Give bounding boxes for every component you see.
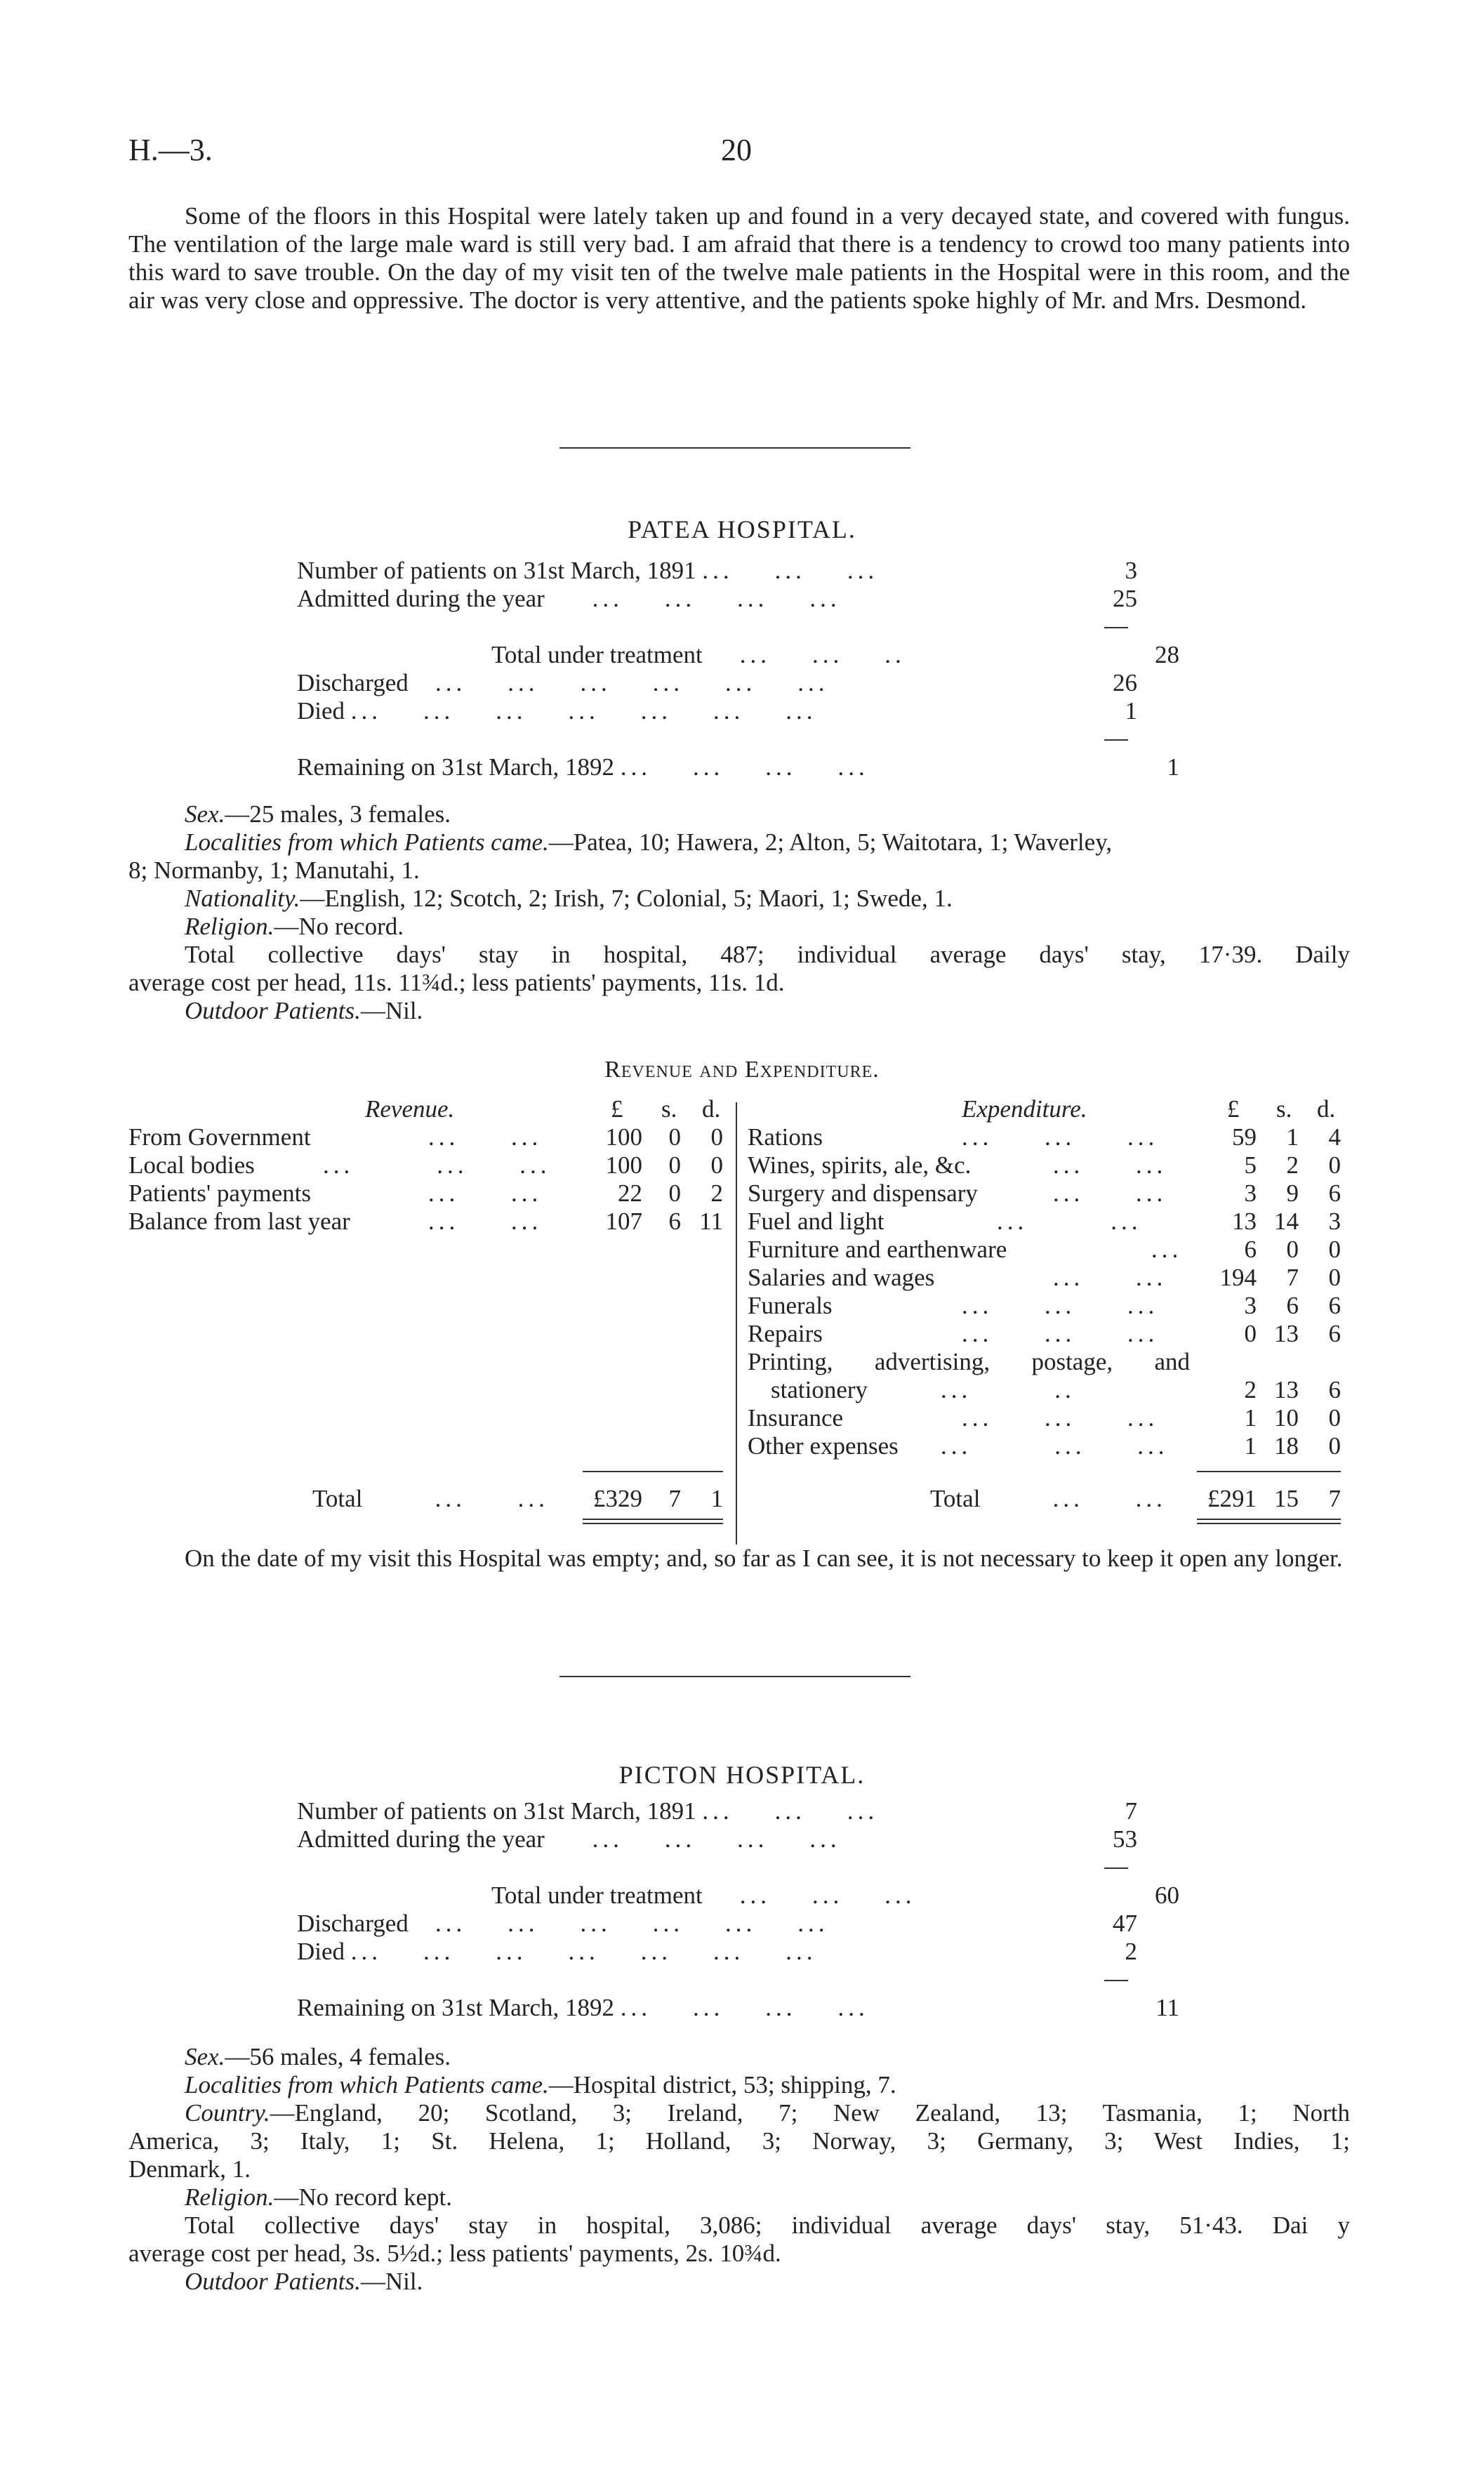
expenditure-s-header: s. bbox=[1276, 1095, 1292, 1123]
picton-died-label: Died ... ... ... ... ... ... ... bbox=[297, 1938, 817, 1965]
expenditure-row-s: 1 bbox=[1286, 1123, 1299, 1151]
expenditure-row-label: Wines, spirits, ale, &c. bbox=[748, 1151, 972, 1179]
expenditure-double-rule bbox=[1197, 1523, 1341, 1524]
revenue-row-pounds: 100 bbox=[605, 1151, 642, 1179]
revenue-total-rule bbox=[583, 1471, 723, 1472]
expenditure-d-header: d. bbox=[1317, 1095, 1336, 1123]
expenditure-row-label: Furniture and earthenware bbox=[748, 1236, 1007, 1263]
picton-title: PICTON HOSPITAL. bbox=[618, 1761, 866, 1789]
accounts-title: Revenue and Expenditure. bbox=[604, 1057, 880, 1083]
revenue-heading: Revenue. bbox=[365, 1095, 455, 1123]
patea-closing-paragraph: On the date of my visit this Hospital was empty; and, so far as I can see, it is not necessary to keep it open any longer. bbox=[185, 1545, 1343, 1572]
patea-start-value: 3 bbox=[1125, 557, 1137, 584]
expenditure-row-pounds: 0 bbox=[1244, 1320, 1257, 1347]
expenditure-row-pounds: 3 bbox=[1244, 1179, 1257, 1207]
expenditure-row-label: Repairs bbox=[748, 1320, 823, 1347]
revenue-row-label: Balance from last year bbox=[128, 1208, 350, 1235]
patea-remaining-rule bbox=[1104, 739, 1128, 741]
patea-died-label: Died ... ... ... ... ... ... ... bbox=[297, 697, 817, 725]
expenditure-row-s: 2 bbox=[1286, 1151, 1299, 1179]
expenditure-total-label: Total ... ... bbox=[930, 1485, 1167, 1512]
revenue-double-rule bbox=[583, 1523, 723, 1524]
picton-total-label: Total under treatment ... ... ... bbox=[491, 1882, 916, 1909]
expenditure-row-d: 4 bbox=[1328, 1123, 1341, 1151]
expenditure-row-leader: ... ... ... bbox=[941, 1432, 1169, 1460]
expenditure-row-leader: ... bbox=[1151, 1236, 1183, 1263]
picton-days-line1: Total collective days' stay in hospital, 3,086; individual average days' stay, 51·43. Dai y bbox=[185, 2212, 1350, 2239]
picton-start-value: 7 bbox=[1125, 1797, 1137, 1825]
revenue-row-s: 0 bbox=[668, 1123, 681, 1151]
picton-country-line2: America, 3; Italy, 1; St. Helena, 1; Holland, 3; Norway, 3; Germany, 3; West Indies, 1; bbox=[128, 2127, 1350, 2155]
expenditure-row-leader: ... ... ... bbox=[962, 1292, 1159, 1319]
expenditure-row-label: Fuel and light bbox=[748, 1208, 885, 1235]
expenditure-row-s: 13 bbox=[1274, 1320, 1299, 1347]
revenue-row-leader: ... ... bbox=[428, 1179, 543, 1207]
revenue-double-rule bbox=[583, 1519, 723, 1520]
expenditure-row-label: Insurance bbox=[748, 1404, 844, 1432]
patea-title: PATEA HOSPITAL. bbox=[628, 515, 856, 543]
expenditure-row-label: Salaries and wages bbox=[748, 1264, 935, 1291]
picton-days-line2: average cost per head, 3s. 5½d.; less patients' payments, 2s. 10¾d. bbox=[128, 2240, 781, 2267]
patea-sex: Sex.—25 males, 3 females. bbox=[185, 800, 451, 828]
patea-discharged-value: 26 bbox=[1113, 669, 1137, 696]
accounts-column-divider bbox=[736, 1102, 737, 1545]
expenditure-row-label: stationery bbox=[771, 1376, 868, 1403]
revenue-row-d: 0 bbox=[710, 1151, 723, 1179]
expenditure-row-pounds: 2 bbox=[1244, 1376, 1257, 1403]
revenue-d-header: d. bbox=[702, 1095, 721, 1123]
expenditure-row-d: 0 bbox=[1328, 1432, 1341, 1460]
expenditure-row-pounds: 1 bbox=[1244, 1404, 1257, 1432]
expenditure-row-leader: ... .. bbox=[941, 1376, 1075, 1403]
expenditure-row-pounds: 3 bbox=[1244, 1292, 1257, 1319]
picton-discharged-label: Discharged ... ... ... ... ... ... bbox=[297, 1910, 829, 1937]
picton-discharged-value: 47 bbox=[1113, 1910, 1137, 1937]
patea-localities-line2: 8; Normanby, 1; Manutahi, 1. bbox=[128, 857, 420, 884]
patea-remaining-label: Remaining on 31st March, 1892 ... ... ... ... bbox=[297, 753, 869, 781]
expenditure-row-label: Rations bbox=[748, 1123, 823, 1151]
patea-remaining-value: 1 bbox=[1167, 753, 1179, 781]
expenditure-row-d: 0 bbox=[1328, 1151, 1341, 1179]
expenditure-row-pounds: 1 bbox=[1244, 1432, 1257, 1460]
patea-discharged-label: Discharged ... ... ... ... ... ... bbox=[297, 669, 829, 696]
picton-remaining-rule bbox=[1104, 1980, 1128, 1981]
patea-total-value: 28 bbox=[1155, 641, 1179, 668]
expenditure-total-pounds: £291 bbox=[1207, 1485, 1257, 1512]
expenditure-row-d: 6 bbox=[1328, 1376, 1341, 1403]
expenditure-row-s: 10 bbox=[1274, 1404, 1299, 1432]
expenditure-row-d: 6 bbox=[1328, 1179, 1341, 1207]
patea-died-value: 1 bbox=[1125, 697, 1137, 725]
page-number: 20 bbox=[721, 133, 752, 167]
expenditure-row-leader: ... ... ... bbox=[962, 1404, 1159, 1432]
expenditure-row-d: 0 bbox=[1328, 1236, 1341, 1263]
revenue-row-d: 11 bbox=[699, 1208, 723, 1235]
expenditure-row-d: 6 bbox=[1328, 1320, 1341, 1347]
revenue-row-s: 6 bbox=[668, 1208, 681, 1235]
revenue-row-d: 2 bbox=[710, 1179, 723, 1207]
revenue-row-pounds: 100 bbox=[605, 1123, 642, 1151]
expenditure-row-label: Surgery and dispensary bbox=[748, 1179, 978, 1207]
expenditure-row-leader: ... ... bbox=[1053, 1151, 1167, 1179]
expenditure-row-pounds: 13 bbox=[1232, 1208, 1257, 1235]
expenditure-row-pounds: 194 bbox=[1219, 1264, 1257, 1291]
revenue-total-s: 7 bbox=[668, 1485, 681, 1512]
expenditure-row-pounds: 6 bbox=[1244, 1236, 1257, 1263]
patea-localities-line1: Localities from which Patients came.—Patea, 10; Hawera, 2; Alton, 5; Waitotara, 1; Waverley, bbox=[185, 828, 1113, 856]
expenditure-row-leader: ... ... bbox=[1053, 1179, 1167, 1207]
expenditure-row-label: Other expenses bbox=[748, 1432, 899, 1460]
patea-subtotal-rule bbox=[1104, 627, 1128, 628]
revenue-row-leader: ... ... bbox=[428, 1123, 543, 1151]
revenue-total-pounds: £329 bbox=[593, 1485, 642, 1512]
report-code: H.—3. bbox=[128, 133, 213, 167]
expenditure-pound-header: £ bbox=[1227, 1095, 1240, 1123]
section-divider bbox=[559, 447, 910, 449]
picton-admitted-value: 53 bbox=[1113, 1825, 1137, 1853]
revenue-row-leader: ... ... bbox=[428, 1208, 543, 1235]
picton-sex: Sex.—56 males, 4 females. bbox=[185, 2043, 451, 2070]
patea-outdoor: Outdoor Patients.—Nil. bbox=[185, 997, 423, 1024]
revenue-pound-header: £ bbox=[611, 1095, 623, 1123]
patea-total-label: Total under treatment ... ... .. bbox=[491, 641, 906, 668]
picton-country-line3: Denmark, 1. bbox=[128, 2155, 251, 2183]
intro-paragraph: Some of the floors in this Hospital were lately taken up and found in a very decayed state, and covered with fungus. The ventilation of the large male ward is still very bad. I am afraid that there is a tendency to crowd too many patients into this ward to save trouble. On the day of my visit ten of the twelve male patients in the Hospital were in this room, and the air was very close and oppressive. The doctor is very attentive, and the patients spoke highly of Mr. and Mrs. Desmond. bbox=[128, 202, 1350, 314]
picton-localities: Localities from which Patients came.—Hospital district, 53; shipping, 7. bbox=[185, 2071, 896, 2098]
revenue-row-s: 0 bbox=[668, 1151, 681, 1179]
expenditure-row-leader: ... ... bbox=[997, 1208, 1142, 1235]
expenditure-row-s: 13 bbox=[1274, 1376, 1299, 1403]
expenditure-total-d: 7 bbox=[1328, 1485, 1341, 1512]
revenue-row-leader: ... ... ... bbox=[323, 1151, 551, 1179]
expenditure-row-s: 7 bbox=[1286, 1264, 1299, 1291]
revenue-row-pounds: 107 bbox=[605, 1208, 642, 1235]
picton-start-label: Number of patients on 31st March, 1891 ... ... ... bbox=[297, 1797, 879, 1825]
expenditure-heading: Expenditure. bbox=[962, 1095, 1087, 1123]
picton-remaining-label: Remaining on 31st March, 1892 ... ... ... ... bbox=[297, 1994, 869, 2021]
picton-died-value: 2 bbox=[1125, 1938, 1137, 1965]
revenue-row-d: 0 bbox=[710, 1123, 723, 1151]
expenditure-row-s: 18 bbox=[1274, 1432, 1299, 1460]
expenditure-row-pounds: 59 bbox=[1232, 1123, 1257, 1151]
expenditure-row-s: 9 bbox=[1286, 1179, 1299, 1207]
patea-religion: Religion.—No record. bbox=[185, 913, 404, 940]
expenditure-row-s: 6 bbox=[1286, 1292, 1299, 1319]
revenue-row-pounds: 22 bbox=[618, 1179, 642, 1207]
expenditure-row-leader: ... ... bbox=[1053, 1264, 1167, 1291]
section-divider bbox=[559, 1676, 910, 1677]
expenditure-double-rule bbox=[1197, 1519, 1341, 1520]
expenditure-row-pounds: 5 bbox=[1244, 1151, 1257, 1179]
picton-remaining-value: 11 bbox=[1155, 1994, 1179, 2021]
picton-outdoor: Outdoor Patients.—Nil. bbox=[185, 2268, 423, 2295]
expenditure-row-s: 14 bbox=[1274, 1208, 1299, 1235]
expenditure-row-label: Funerals bbox=[748, 1292, 833, 1319]
picton-religion: Religion.—No record kept. bbox=[185, 2183, 453, 2211]
expenditure-total-s: 15 bbox=[1274, 1485, 1299, 1512]
patea-days-line1: Total collective days' stay in hospital, 487; individual average days' stay, 17·39. Daily bbox=[185, 941, 1350, 968]
picton-admitted-label: Admitted during the year ... ... ... ... bbox=[297, 1825, 841, 1853]
patea-nationality: Nationality.—English, 12; Scotch, 2; Irish, 7; Colonial, 5; Maori, 1; Swede, 1. bbox=[185, 885, 953, 912]
revenue-row-s: 0 bbox=[668, 1179, 681, 1207]
expenditure-row-d: 6 bbox=[1328, 1292, 1341, 1319]
revenue-total-d: 1 bbox=[710, 1485, 723, 1512]
expenditure-row-d: 0 bbox=[1328, 1404, 1341, 1432]
picton-subtotal-rule bbox=[1104, 1867, 1128, 1869]
patea-admitted-label: Admitted during the year ... ... ... ... bbox=[297, 585, 841, 612]
expenditure-row-leader: ... ... ... bbox=[962, 1320, 1159, 1347]
expenditure-row-d: 3 bbox=[1328, 1208, 1341, 1235]
picton-total-value: 60 bbox=[1155, 1882, 1179, 1909]
expenditure-row-d: 0 bbox=[1328, 1264, 1341, 1291]
revenue-row-label: Local bodies bbox=[128, 1151, 255, 1179]
expenditure-row-leader: ... ... ... bbox=[962, 1123, 1159, 1151]
patea-admitted-value: 25 bbox=[1113, 585, 1137, 612]
expenditure-row-label: Printing, advertising, postage, and bbox=[748, 1348, 1190, 1375]
revenue-s-header: s. bbox=[661, 1095, 677, 1123]
expenditure-row-s: 0 bbox=[1286, 1236, 1299, 1263]
patea-days-line2: average cost per head, 11s. 11¾d.; less patients' payments, 11s. 1d. bbox=[128, 969, 785, 996]
picton-country-line1: Country.—England, 20; Scotland, 3; Ireland, 7; New Zealand, 13; Tasmania, 1; North bbox=[185, 2099, 1350, 2127]
expenditure-total-rule bbox=[1197, 1471, 1341, 1472]
revenue-total-label: Total ... ... bbox=[312, 1485, 549, 1512]
revenue-row-label: Patients' payments bbox=[128, 1179, 312, 1207]
revenue-row-label: From Government bbox=[128, 1123, 311, 1151]
patea-start-label: Number of patients on 31st March, 1891 ... ... ... bbox=[297, 557, 879, 584]
